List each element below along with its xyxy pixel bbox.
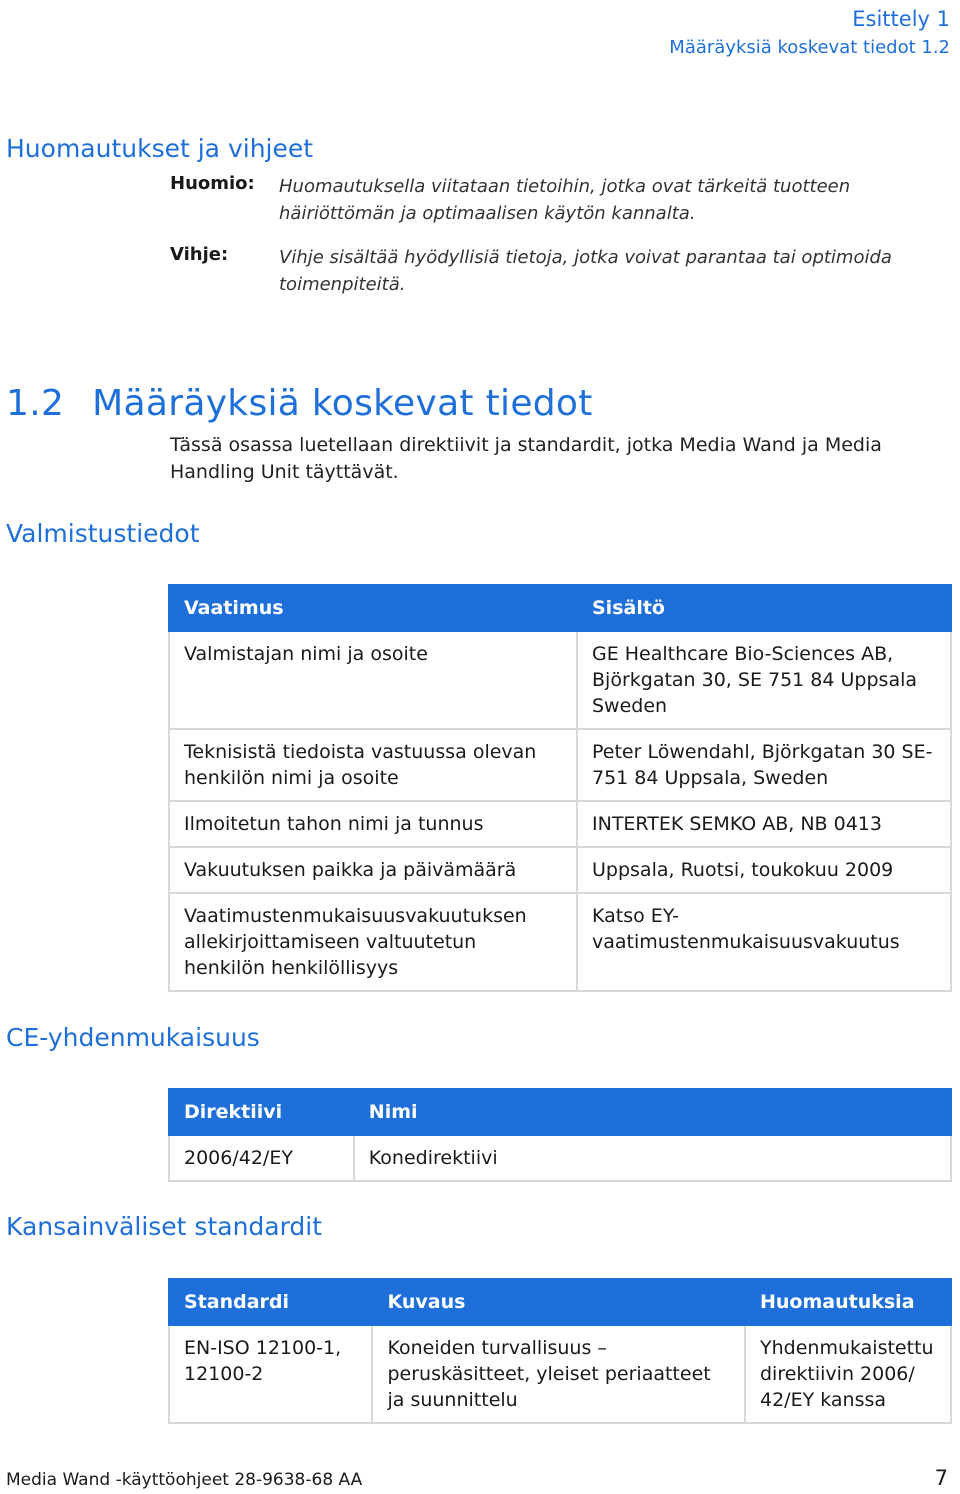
table-row: [169, 801, 951, 847]
ce-table: [168, 1088, 952, 1182]
table-cell: Koneiden turvallisuus – peruskäsitteet, yleiset periaatteet ja suunnittelu: [372, 1325, 745, 1423]
manufacturer-table: [168, 584, 952, 992]
chapter-title: Määräyksiä koskevat tiedot: [92, 383, 593, 424]
standards-heading: Kansainväliset standardit: [6, 1212, 323, 1241]
table-cell: Vakuutuksen paikka ja päivämäärä: [169, 847, 577, 893]
table-cell: Yhdenmukaistettu direktiivin 2006/ 42/EY kanssa: [745, 1325, 951, 1423]
table-cell: Konedirektiivi: [354, 1135, 951, 1181]
column-header-requirement: Vaatimus: [169, 585, 577, 631]
manufacturer-heading: Valmistustiedot: [6, 519, 200, 548]
page-number: 7: [934, 1466, 948, 1490]
tip-text: Vihje sisältää hyödyllisiä tietoja, jotka voivat parantaa tai optimoida toimenpiteitä.: [279, 247, 892, 295]
column-header-standard: Standardi: [169, 1279, 372, 1325]
table-cell: Uppsala, Ruotsi, toukokuu 2009: [577, 847, 951, 893]
table-cell: Katso EY-vaatimustenmukaisuusvakuutus: [577, 893, 951, 991]
chapter-heading: [6, 383, 593, 424]
table-row: [169, 631, 951, 729]
table-header-row: [169, 1279, 951, 1325]
table-cell: EN-ISO 12100-1, 12100-2: [169, 1325, 372, 1423]
note-text: Huomautuksella viitataan tietoihin, jotka ovat tärkeitä tuotteen häiriöttömän ja optimaalisen käytön kannalta.: [279, 176, 851, 224]
table-cell: Peter Löwendahl, Björkgatan 30 SE-751 84 Uppsala, Sweden: [577, 729, 951, 801]
table-row: [169, 1135, 951, 1181]
column-header-remarks: Huomautuksia: [745, 1279, 951, 1325]
tip-label: Vihje:: [170, 244, 229, 265]
table-row: [169, 729, 951, 801]
column-header-name: Nimi: [354, 1089, 951, 1135]
running-head-section: Määräyksiä koskevat tiedot 1.2: [669, 37, 950, 58]
table-row: [169, 1325, 951, 1423]
table-cell: Teknisistä tiedoista vastuussa olevan henkilön nimi ja osoite: [169, 729, 577, 801]
table-cell: 2006/42/EY: [169, 1135, 354, 1181]
ce-heading: CE-yhdenmukaisuus: [6, 1023, 260, 1052]
chapter-intro: Tässä osassa luetellaan direktiivit ja standardit, jotka Media Wand ja Media Handling Unit täyttävät.: [170, 434, 882, 483]
table-header-row: [169, 585, 951, 631]
column-header-directive: Direktiivi: [169, 1089, 354, 1135]
table-header-row: [169, 1089, 951, 1135]
column-header-description: Kuvaus: [372, 1279, 745, 1325]
chapter-number: 1.2: [6, 383, 65, 424]
footer-doc-title: Media Wand -käyttöohjeet 28-9638-68 AA: [6, 1470, 363, 1490]
notes-heading: Huomautukset ja vihjeet: [6, 134, 314, 163]
table-row: [169, 893, 951, 991]
table-cell: INTERTEK SEMKO AB, NB 0413: [577, 801, 951, 847]
table-cell: Valmistajan nimi ja osoite: [169, 631, 577, 729]
table-cell: Ilmoitetun tahon nimi ja tunnus: [169, 801, 577, 847]
table-cell: Vaatimustenmukaisuusvakuutuksen allekirjoittamiseen valtuutetun henkilön henkilöllisyys: [169, 893, 577, 991]
table-cell: GE Healthcare Bio-Sciences AB, Björkgatan 30, SE 751 84 Uppsala Sweden: [577, 631, 951, 729]
column-header-content: Sisältö: [577, 585, 951, 631]
note-label: Huomio:: [170, 173, 255, 194]
running-head-chapter: Esittely 1: [852, 7, 950, 31]
standards-table: [168, 1278, 952, 1424]
table-row: [169, 847, 951, 893]
